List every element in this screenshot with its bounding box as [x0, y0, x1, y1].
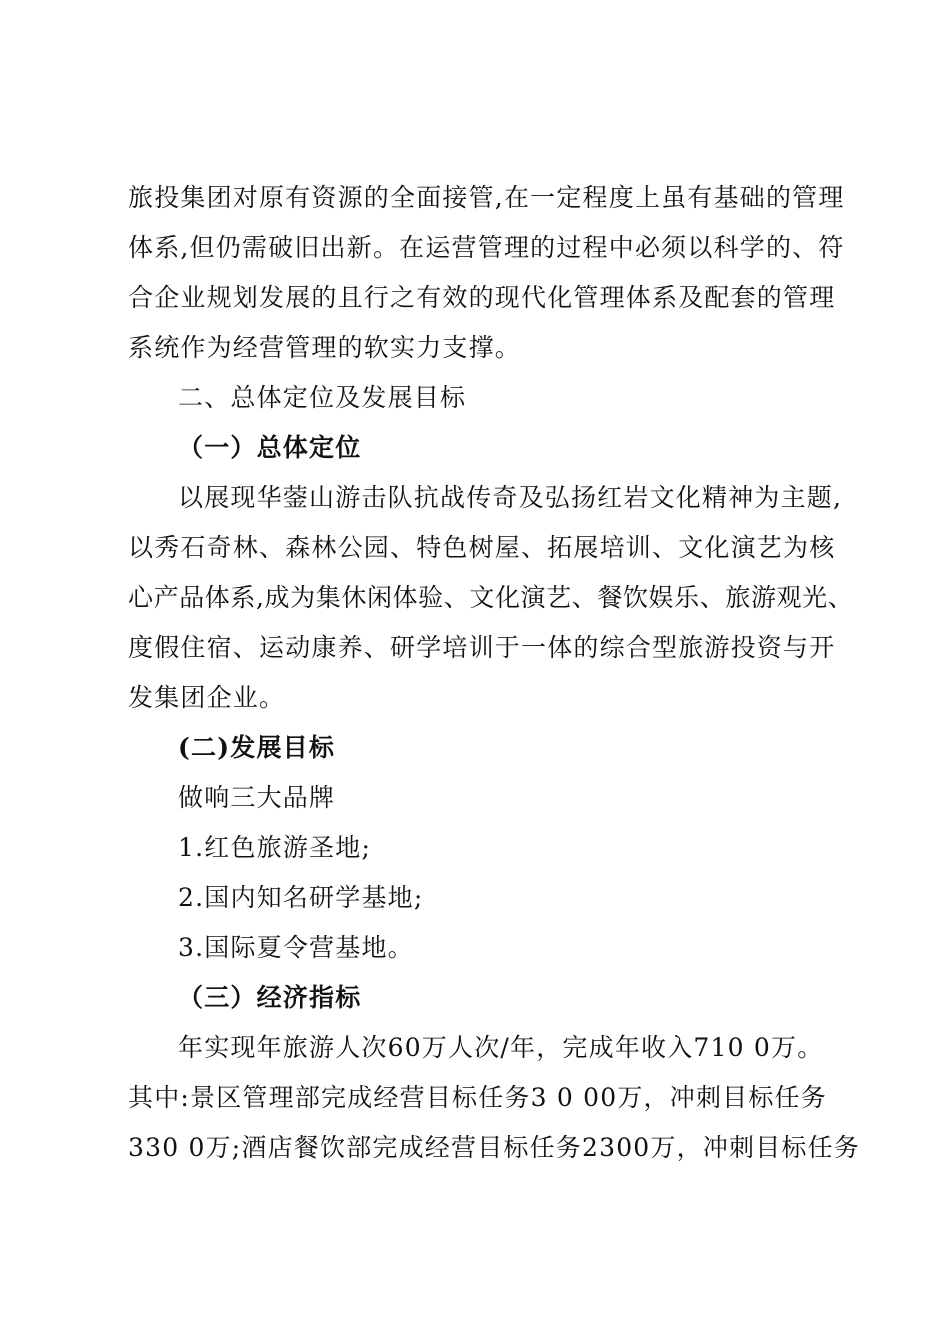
subsection-title-3: （三）经济指标: [178, 983, 362, 1012]
brand-item-1: 1.红色旅游圣地;: [178, 833, 372, 862]
positioning-line-4: 度假住宿、运动康养、研学培训于一体的综合型旅游投资与开: [128, 633, 836, 662]
positioning-line-5: 发集团企业。: [128, 683, 286, 712]
intro-line-3: 合企业规划发展的且行之有效的现代化管理体系及配套的管理: [128, 283, 836, 312]
intro-line-4: 系统作为经营管理的软实力支撑。: [128, 333, 522, 362]
subsection-title-2: (二)发展目标: [178, 733, 336, 762]
subsection-title-1: （一）总体定位: [178, 433, 362, 462]
intro-line-1: 旅投集团对原有资源的全面接管,在一定程度上虽有基础的管理: [128, 183, 845, 212]
brand-item-2: 2.国内知名研学基地;: [178, 883, 424, 912]
brand-item-3: 3.国际夏令营基地。: [178, 933, 414, 962]
brands-intro: 做响三大品牌: [178, 783, 336, 812]
economic-line-1: 年实现年旅游人次60万人次/年，完成年收入710 0万。: [178, 1033, 824, 1062]
economic-line-3: 330 0万;酒店餐饮部完成经营目标任务2300万，冲刺目标任务: [128, 1133, 861, 1162]
section-title: 二、总体定位及发展目标: [178, 383, 467, 412]
positioning-line-3: 心产品体系,成为集休闲体验、文化演艺、餐饮娱乐、旅游观光、: [128, 583, 854, 612]
positioning-line-1: 以展现华蓥山游击队抗战传奇及弘扬红岩文化精神为主题,: [178, 483, 843, 512]
positioning-line-2: 以秀石奇林、森林公园、特色树屋、拓展培训、文化演艺为核: [128, 533, 836, 562]
economic-line-2: 其中:景区管理部完成经营目标任务3 0 00万，冲刺目标任务: [128, 1083, 827, 1112]
intro-line-2: 体系,但仍需破旧出新。在运营管理的过程中必须以科学的、符: [128, 233, 845, 262]
